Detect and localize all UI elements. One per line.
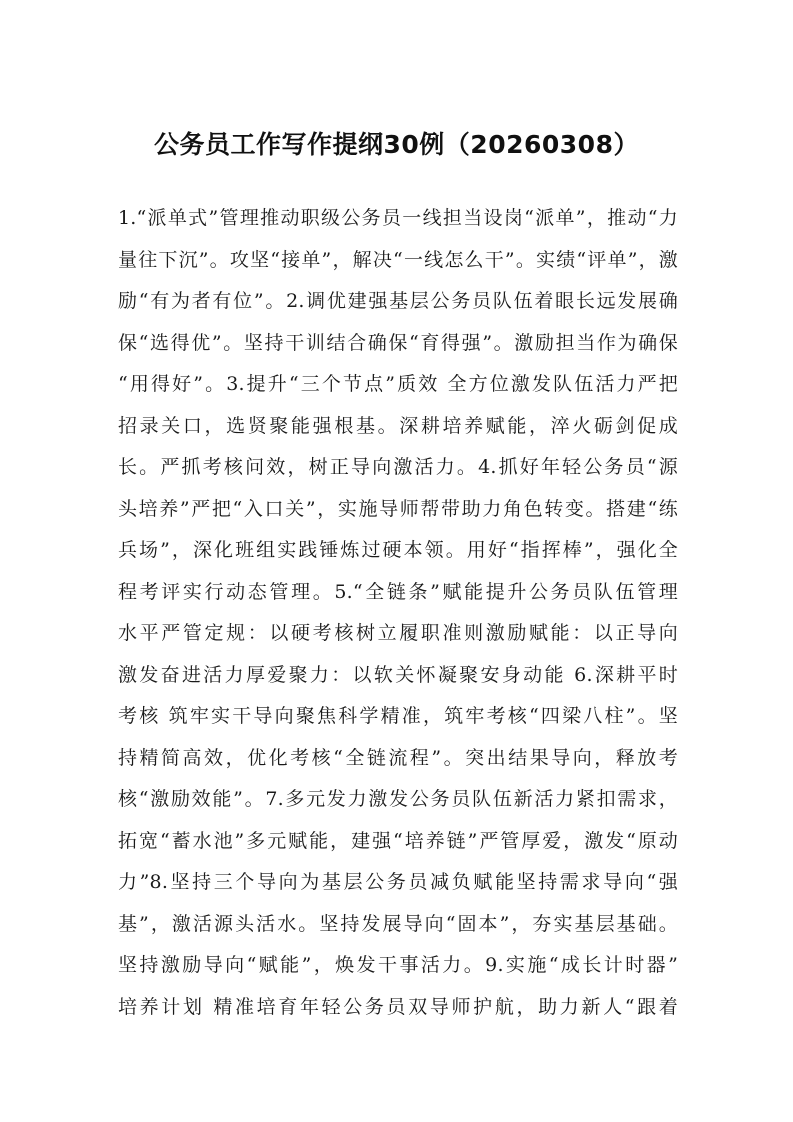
body-line: 基”，激活源头活水。坚持发展导向“固本”，夯实基层基础。 (118, 912, 678, 935)
body-line: 核“激励效能”。7.多元发力激发公务员队伍新活力紧扣需求， (118, 788, 678, 810)
body-line: 1.“派单式”管理推动职级公务员一线担当设岗“派单”，推动“力 (118, 207, 678, 229)
body-line: 力”8.坚持三个导向为基层公务员减负赋能坚持需求导向“强 (118, 871, 678, 893)
body-line: 招录关口，选贤聚能强根基。深耕培养赋能，淬火砺剑促成 (118, 414, 678, 437)
body-line: 励“有为者有位”。2.调优建强基层公务员队伍着眼长远发展确 (118, 290, 678, 312)
body-line: 兵场”，深化班组实践锤炼过硬本领。用好“指挥棒”，强化全 (118, 539, 678, 561)
body-line: 考核 筑牢实干导向聚焦科学精准，筑牢考核“四梁八柱”。坚 (118, 705, 678, 727)
body-line: 量往下沉”。攻坚“接单”，解决“一线怎么干”。实绩“评单”，激 (118, 248, 678, 271)
body-line: 持精简高效，优化考核“全链流程”。突出结果导向，释放考 (118, 746, 678, 769)
body-line: 程考评实行动态管理。5.“全链条”赋能提升公务员队伍管理 (118, 580, 678, 603)
body-line: 拓宽“蓄水池”多元赋能，建强“培养链”严管厚爱，激发“原动 (118, 829, 678, 852)
body-line: 坚持激励导向“赋能”，焕发干事活力。9.实施“成长计时器” (118, 954, 678, 976)
body-line: 激发奋进活力厚爱聚力：以软关怀凝聚安身动能 6.深耕平时 (118, 663, 678, 686)
body-line: “用得好”。3.提升“三个节点”质效 全方位激发队伍活力严把 (118, 373, 678, 395)
body-line: 水平严管定规：以硬考核树立履职准则激励赋能：以正导向 (118, 622, 678, 644)
body-line: 长。严抓考核问效，树正导向激活力。4.抓好年轻公务员“源 (118, 456, 678, 478)
body-line: 头培养”严把“入口关”，实施导师帮带助力角色转变。搭建“练 (118, 497, 678, 520)
document-title: 公务员工作写作提纲30例（20260308） (154, 130, 639, 159)
document-body (118, 198, 678, 1028)
body-line: 保“选得优”。坚持干训结合确保“育得强”。激励担当作为确保 (118, 331, 678, 354)
body-line: 培养计划 精准培育年轻公务员双导师护航，助力新人“跟着 (118, 995, 678, 1018)
